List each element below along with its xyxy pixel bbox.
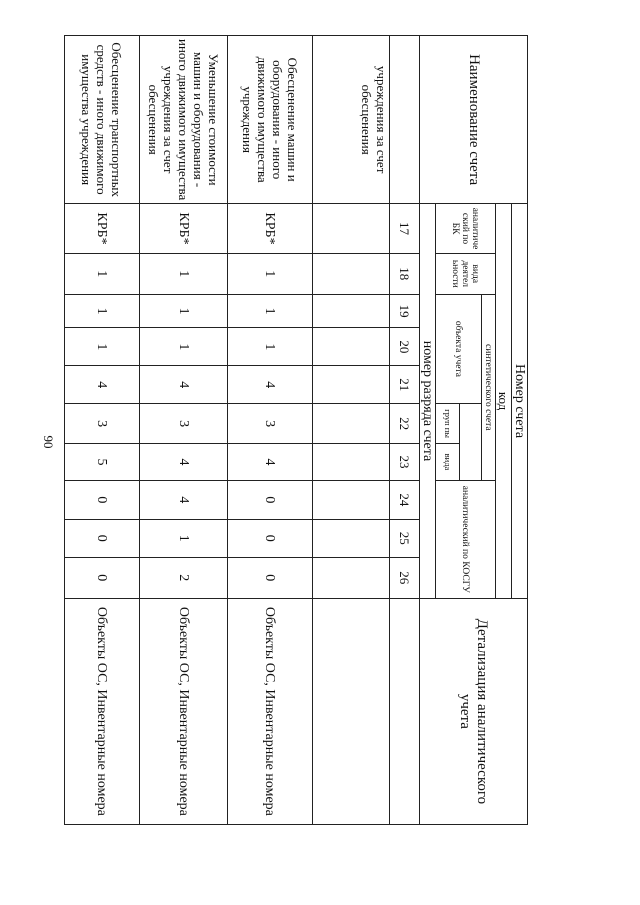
- row-name: Обесценение машин и оборудования - иного движимого имущества учреждения: [228, 36, 313, 204]
- row-detail: Объекты ОС, Инвентарные номера: [65, 598, 140, 824]
- row-code: КРБ*: [140, 204, 228, 253]
- row-code: 0: [228, 519, 313, 557]
- col-number-row: [390, 36, 420, 825]
- col-number: 17: [390, 204, 420, 253]
- row-name: Уменьшение стоимости машин и оборудования - иного движимого имущества учреждения за счет обесценения: [140, 36, 228, 204]
- header-name: Наименование счета: [420, 36, 528, 204]
- row-code: 4: [65, 366, 140, 404]
- col-number: 19: [390, 294, 420, 328]
- table-row: [313, 36, 390, 825]
- row-code: 4: [140, 366, 228, 404]
- header-kind: вида: [436, 444, 460, 481]
- header-activity-type: вида деятел ьности: [436, 253, 496, 294]
- row-code: [313, 366, 390, 404]
- row-name: учреждения за счет обесценения: [313, 36, 390, 204]
- row-code: 4: [140, 480, 228, 519]
- row-code: [313, 404, 390, 444]
- col-number-blank: [390, 598, 420, 824]
- col-number-blank: [390, 36, 420, 204]
- col-number: 21: [390, 366, 420, 404]
- header-row-1: [512, 36, 528, 825]
- row-code: 2: [140, 557, 228, 598]
- row-code: 4: [228, 366, 313, 404]
- header-analytic-kosgu: аналитический по КОСГУ: [436, 480, 496, 598]
- row-code: КРБ*: [65, 204, 140, 253]
- header-synthetic: синтетического счета: [482, 294, 496, 480]
- row-code: [313, 253, 390, 294]
- row-code: КРБ*: [228, 204, 313, 253]
- row-code: 0: [65, 557, 140, 598]
- row-name: Обесценение транспортных средств - иного движимого имущества учреждения: [65, 36, 140, 204]
- header-code: код: [496, 204, 512, 598]
- row-code: [313, 519, 390, 557]
- header-account-number: Номер счета: [512, 204, 528, 598]
- row-code: 3: [228, 404, 313, 444]
- table-row: [65, 36, 140, 825]
- col-number: 23: [390, 444, 420, 481]
- row-code: 0: [65, 480, 140, 519]
- col-number: 20: [390, 328, 420, 366]
- accounts-table: [64, 35, 528, 825]
- col-number: 24: [390, 480, 420, 519]
- row-code: 1: [140, 328, 228, 366]
- row-detail: [313, 598, 390, 824]
- row-detail: Объекты ОС, Инвентарные номера: [228, 598, 313, 824]
- row-code: 0: [228, 557, 313, 598]
- row-code: [313, 204, 390, 253]
- row-code: 1: [228, 253, 313, 294]
- row-code: 1: [140, 253, 228, 294]
- row-code: 0: [228, 480, 313, 519]
- row-code: 3: [140, 404, 228, 444]
- row-code: [313, 444, 390, 481]
- col-number: 25: [390, 519, 420, 557]
- header-group: груп пы: [436, 404, 460, 444]
- row-code: 4: [228, 444, 313, 481]
- row-code: 1: [140, 294, 228, 328]
- header-rank-number: номер разряда счета: [420, 204, 436, 598]
- header-detail: Детализация аналитического учета: [420, 598, 528, 824]
- row-code: 4: [140, 444, 228, 481]
- row-code: 1: [65, 253, 140, 294]
- row-code: [313, 480, 390, 519]
- row-code: 5: [65, 444, 140, 481]
- row-code: 1: [228, 328, 313, 366]
- rotated-document: [73, 35, 528, 825]
- col-number: 26: [390, 557, 420, 598]
- row-detail: Объекты ОС, Инвентарные номера: [140, 598, 228, 824]
- header-group-kind-spacer: [460, 404, 482, 481]
- row-code: 1: [140, 519, 228, 557]
- row-code: 0: [65, 519, 140, 557]
- row-code: 1: [65, 328, 140, 366]
- table-row: [228, 36, 313, 825]
- page-number: 90: [41, 435, 56, 449]
- row-code: 3: [65, 404, 140, 444]
- col-number: 22: [390, 404, 420, 444]
- header-analytic-bk: аналитиче ский по БК: [436, 204, 496, 253]
- row-code: [313, 294, 390, 328]
- row-code: 1: [228, 294, 313, 328]
- header-object: объекта учета: [436, 294, 482, 403]
- col-number: 18: [390, 253, 420, 294]
- row-code: [313, 557, 390, 598]
- row-code: 1: [65, 294, 140, 328]
- row-code: [313, 328, 390, 366]
- table-row: [140, 36, 228, 825]
